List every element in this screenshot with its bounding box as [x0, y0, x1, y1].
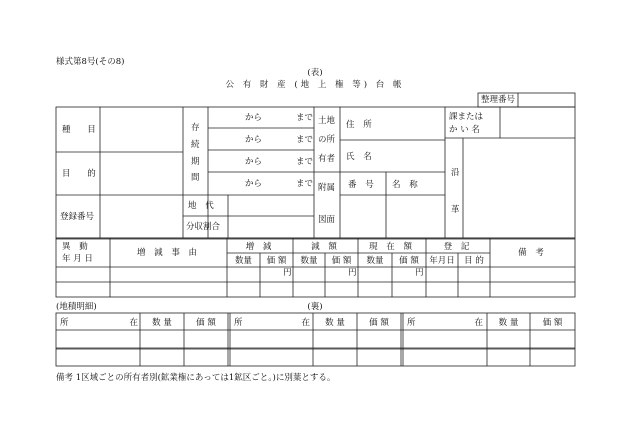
admin-no-label: 整理番号	[480, 95, 515, 105]
side-front-label: (表)	[307, 68, 323, 78]
until-label-3: まで	[296, 157, 314, 167]
remarks-header: 備 考	[518, 248, 547, 258]
location-header-3: 所 在	[407, 318, 483, 328]
duration-char-1: 存	[191, 123, 200, 133]
share-label: 分収割合	[186, 222, 221, 232]
location-header-2: 所 在	[234, 318, 310, 328]
qty-back-1: 数 量	[152, 318, 172, 328]
page-title: 公 有 財 産 (地 上 権 等) 台 帳	[225, 80, 405, 90]
form-number: 様式第8号(その8)	[56, 57, 125, 67]
qty-back-3: 数 量	[498, 318, 519, 328]
kind-label: 種 目	[62, 125, 103, 135]
qty-header-2: 数量	[300, 256, 318, 266]
yen-unit-3: 円	[415, 268, 424, 278]
current-header: 現 在 額	[369, 242, 415, 252]
history-char-2: 革	[451, 205, 460, 215]
from-label-1: から	[245, 113, 263, 123]
reason-header: 増 減 事 由	[136, 248, 201, 258]
name-label: 氏 名	[346, 152, 375, 162]
land-owner-1: 土地	[318, 116, 336, 126]
yen-unit-2: 円	[348, 268, 357, 278]
item-name-label: 名 称	[392, 180, 421, 190]
record-purpose-header: 目 的	[464, 256, 484, 266]
inc-dec-header: 増 減	[245, 242, 275, 252]
purpose-label: 目 的	[62, 169, 103, 179]
change-header-1: 異 動	[62, 242, 91, 252]
location-header-1: 所 在	[60, 318, 138, 328]
change-header-2: 年 月 日	[62, 254, 93, 264]
detail-label: (地積明細)	[56, 302, 97, 312]
price-header-1: 価 額	[266, 256, 287, 266]
until-label-2: まで	[296, 135, 314, 145]
reg-no-label: 登録番号	[60, 212, 95, 222]
price-back-1: 価 額	[196, 318, 216, 328]
number-label: 番 号	[348, 180, 377, 190]
duration-char-4: 間	[191, 173, 200, 183]
side-back-label: (裏)	[307, 302, 323, 312]
from-label-4: から	[245, 179, 263, 189]
date-header: 年月日	[429, 256, 455, 266]
until-label-1: まで	[296, 113, 314, 123]
price-header-3: 価 額	[399, 256, 419, 266]
duration-char-3: 期	[191, 157, 200, 167]
attach-2: 図面	[318, 215, 336, 225]
price-back-3: 価 額	[542, 318, 563, 328]
until-label-4: まで	[296, 179, 314, 189]
attach-1: 附属	[318, 183, 336, 193]
duration-char-2: 続	[191, 140, 200, 150]
qty-header-3: 数量	[366, 256, 384, 266]
price-header-2: 価 額	[331, 256, 352, 266]
qty-back-2: 数 量	[325, 318, 345, 328]
qty-header-1: 数量	[234, 256, 252, 266]
yen-unit-1: 円	[283, 268, 292, 278]
from-label-2: から	[245, 135, 263, 145]
land-owner-3: 有者	[318, 154, 336, 164]
dec-amount-header: 減 額	[311, 242, 340, 252]
record-header: 登 記	[443, 242, 473, 252]
footnote: 備考 1区域ごとの所有者別(鉱業権にあっては1鉱区ごと。)に別葉とする。	[56, 373, 336, 383]
address-label: 住 所	[346, 120, 375, 130]
rent-label: 地 代	[188, 201, 217, 211]
price-back-2: 価 額	[369, 318, 389, 328]
section-label-2: か い 名	[449, 125, 480, 135]
land-owner-2: の所	[318, 135, 336, 145]
section-label-1: 課または	[449, 112, 484, 122]
history-char-1: 沿	[451, 168, 460, 178]
from-label-3: から	[245, 157, 263, 167]
